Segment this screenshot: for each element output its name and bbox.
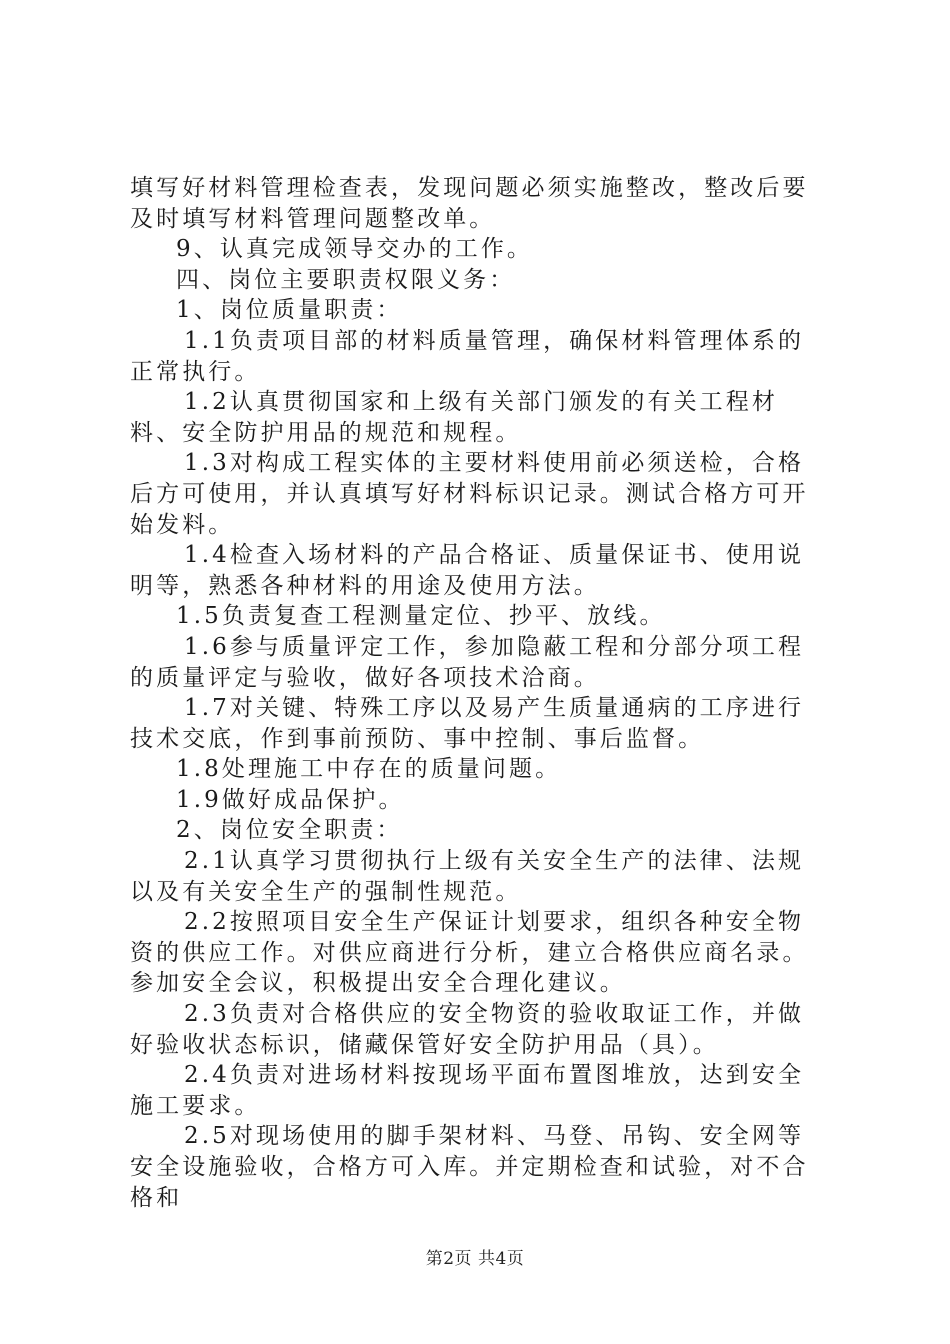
paragraph-2-3: 2.3负责对合格供应的安全物资的验收取证工作，并做好验收状态标识，储藏保管好安全防护用品（具）。 bbox=[130, 1001, 805, 1058]
paragraph-1-2: 1.2认真贯彻国家和上级有关部门颁发的有关工程材料、安全防护用品的规范和规程。 bbox=[130, 389, 778, 446]
paragraph-1-4: 1.4检查入场材料的产品合格证、质量保证书、使用说明等，熟悉各种材料的用途及使用方法。 bbox=[130, 542, 805, 599]
section-heading-4: 四、岗位主要职责权限义务： bbox=[176, 266, 516, 293]
paragraph-2-2: 2.2按照项目安全生产保证计划要求，组织各种安全物资的供应工作。对供应商进行分析，建立合格供应商名录。参加安全会议，积极提出安全合理化建议。 bbox=[130, 909, 809, 997]
page-footer bbox=[0, 1244, 950, 1269]
paragraph-1-1: 1.1负责项目部的材料质量管理，确保材料管理体系的正常执行。 bbox=[130, 327, 805, 385]
page-number-label: 第2页 共4页 bbox=[425, 1249, 525, 1269]
subsection-heading-safety: 2、岗位安全职责： bbox=[176, 817, 403, 844]
paragraph-1-8: 1.8处理施工中存在的质量问题。 bbox=[176, 756, 562, 783]
paragraph-1-3: 1.3对构成工程实体的主要材料使用前必须送检，合格后方可使用，并认真填写好材料标识记录。测试合格方可开始发料。 bbox=[130, 450, 809, 538]
paragraph-item-9: 9、认真完成领导交办的工作。 bbox=[176, 236, 534, 263]
paragraph-continuation: 填写好材料管理检查表，发现问题必须实施整改，整改后要及时填写材料管理问题整改单。 bbox=[130, 175, 809, 232]
paragraph-1-6: 1.6参与质量评定工作，参加隐蔽工程和分部分项工程的质量评定与验收，做好各项技术洽商。 bbox=[130, 633, 805, 691]
paragraph-2-1: 2.1认真学习贯彻执行上级有关安全生产的法律、法规以及有关安全生产的强制性规范。 bbox=[130, 848, 805, 905]
paragraph-1-7: 1.7对关键、特殊工序以及易产生质量通病的工序进行技术交底，作到事前预防、事中控制、事后监督。 bbox=[130, 695, 805, 752]
paragraph-2-5: 2.5对现场使用的脚手架材料、马登、吊钩、安全网等安全设施验收，合格方可入库。并定期检查和试验，对不合格和 bbox=[130, 1123, 809, 1211]
paragraph-1-9: 1.9做好成品保护。 bbox=[176, 786, 405, 813]
document-body bbox=[130, 173, 830, 1213]
subsection-heading-quality: 1、岗位质量职责： bbox=[176, 297, 403, 324]
paragraph-1-5: 1.5负责复查工程测量定位、抄平、放线。 bbox=[176, 603, 666, 630]
paragraph-2-4: 2.4负责对进场材料按现场平面布置图堆放，达到安全施工要求。 bbox=[130, 1062, 805, 1119]
